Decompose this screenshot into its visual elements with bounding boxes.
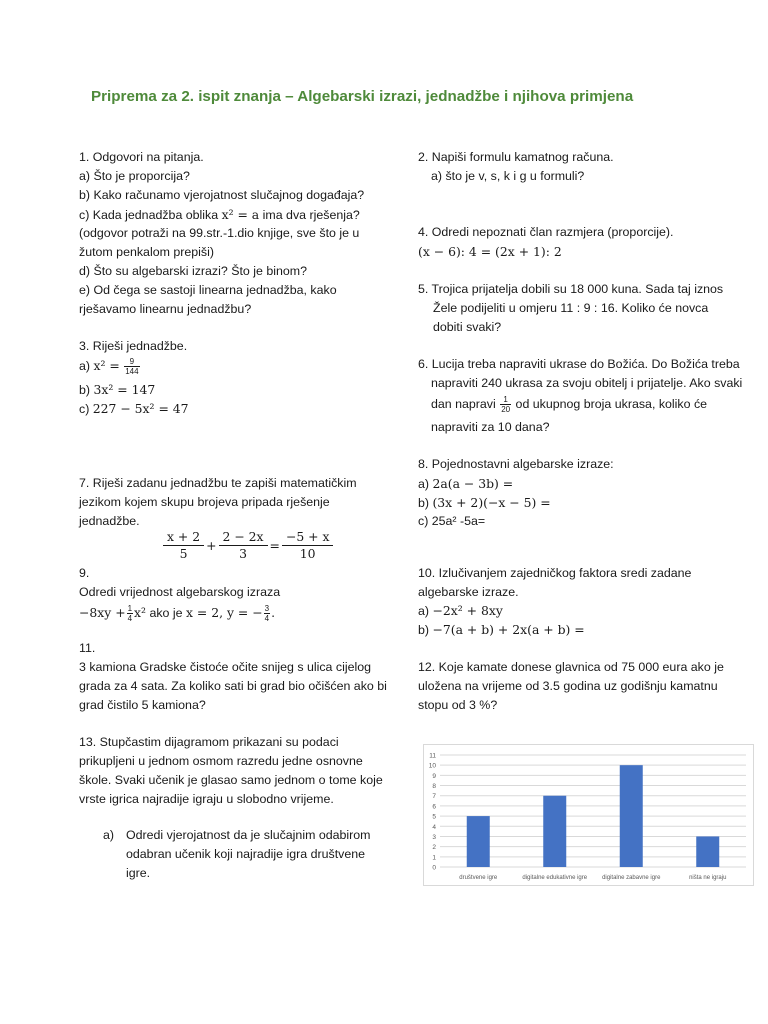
q2-line1: 2. Napiši formulu kamatnog računa. <box>418 150 614 164</box>
q11-line1: 3 kamiona Gradske čistoće očite snijeg s ulica cijelog <box>79 660 372 674</box>
q9-expression: −8xy + $\frac{1}{4}$ x² ako je x = 2, y = − $\frac{3}{4}$ . <box>79 604 276 624</box>
y-tick-label: 3 <box>432 833 436 841</box>
x-tick-label: društvene igre <box>459 875 498 881</box>
q9-line1: Odredi vrijednost algebarskog izraza <box>79 585 281 599</box>
q12-line1: 12. Koje kamate donese glavnica od 75 000 eura ako je <box>418 660 724 674</box>
q1-note-line2: žutom penkalom prepiši) <box>79 245 214 259</box>
q9-fraction-2: $\frac{3}{4}$ <box>264 604 270 624</box>
q1-item-e-line1: e) Od čega se sastoji linearna jednadžba, kako <box>79 283 337 297</box>
q9-fraction: $\frac{1}{4}$ <box>127 604 133 624</box>
bar <box>543 796 566 867</box>
q7-fraction-1: $\frac{x + 2}{5}$ <box>163 529 204 562</box>
y-tick-label: 0 <box>432 864 436 872</box>
y-tick-label: 2 <box>432 844 436 852</box>
bar <box>620 765 643 867</box>
q5-line3: dobiti svaki? <box>433 320 502 334</box>
q3-fraction: $\frac{9}{144}$ <box>125 357 139 377</box>
q11-number: 11. <box>79 641 96 655</box>
q11-line3: grad čistilo 5 kamiona? <box>79 698 206 712</box>
q13-line1: 13. Stupčastim dijagramom prikazani su podaci <box>79 735 339 749</box>
q3-item-b: b) 3x² = 147 <box>79 382 156 397</box>
q6-line2: napraviti 240 ukrasa za svoju obitelj i prijatelje. Ako svaki <box>431 376 743 390</box>
x-tick-label: ništa ne igraju <box>689 875 727 881</box>
q13-line2: prikupljeni u jednom osmom razredu jedne osnovne <box>79 754 363 768</box>
y-tick-label: 4 <box>432 823 436 831</box>
y-tick-label: 5 <box>432 813 436 821</box>
q1-item-b: b) Kako računamo vjerojatnost slučajnog događaja? <box>79 188 365 202</box>
q2-line2: a) što je v, s, k i g u formuli? <box>431 169 585 183</box>
q10-item-a: a) −2x² + 8xy <box>418 603 503 618</box>
q8-item-c: c) 25a² -5a= <box>418 514 486 528</box>
q13-line3: škole. Svaki učenik je glasao samo jednom o tome koje <box>79 773 383 787</box>
q1-item-a: a) Što je proporcija? <box>79 169 190 183</box>
q6-line4: napraviti za 10 dana? <box>431 420 550 434</box>
q7-line2: jezikom kojem skupu brojeva pripada rješenje <box>79 495 330 509</box>
q10-item-b: b) −7(a + b) + 2x(a + b) = <box>418 622 585 637</box>
q7-line1: 7. Riješi zadanu jednadžbu te zapiši matematičkim <box>79 476 357 490</box>
x-tick-label: digitalne zabavne igre <box>602 875 661 881</box>
q3-heading: 3. Riješi jednadžbe. <box>79 339 188 353</box>
q6-line3: dan napravi $\frac{1}{20}$ od ukupnog broja ukrasa, koliko će <box>431 395 708 415</box>
q1-note-line1: (odgovor potraži na 99.str.-1.dio knjige, sve što je u <box>79 226 360 240</box>
q3-item-c: c) 227 − 5x² = 47 <box>79 401 189 416</box>
y-tick-label: 9 <box>432 772 436 780</box>
q1-item-d: d) Što su algebarski izrazi? Što je binom? <box>79 264 307 278</box>
q13-subitem-a-line1: Odredi vjerojatnost da je slučajnim odabirom <box>126 828 371 842</box>
q5-line1: 5. Trojica prijatelja dobili su 18 000 kuna. Sada taj iznos <box>418 282 724 296</box>
y-tick-label: 7 <box>432 793 436 801</box>
q4-line1: 4. Odredi nepoznati član razmjera (proporcije). <box>418 225 674 239</box>
q6-line1: 6. Lucija treba napraviti ukrase do Božića. Do Božića treba <box>418 357 740 371</box>
q8-item-b: b) (3x + 2)(−x − 5) = <box>418 495 551 510</box>
q12-line2: uložena na vrijeme od 3.5 godina uz godišnju kamatnu <box>418 679 718 693</box>
q7-fraction-3: $\frac{-5 + x}{10}$ <box>282 529 334 562</box>
q7-fraction-2: $\frac{2 - 2x}{3}$ <box>219 529 268 562</box>
q1-item-e-line2: rješavamo linearnu jednadžbu? <box>79 302 252 316</box>
q3-item-a: a) x² = $\frac{9}{144}$ <box>79 357 139 377</box>
q1-equation: x² = a <box>221 207 260 222</box>
q10-line1: 10. Izlučivanjem zajedničkog faktora sredi zadane <box>418 566 692 580</box>
y-tick-label: 1 <box>432 854 436 862</box>
bar <box>467 816 490 867</box>
q4-proportion: (x − 6): 4 = (2x + 1): 2 <box>418 244 562 259</box>
q9-number: 9. <box>79 566 90 580</box>
q7-equation: $\frac{x + 2}{5}$ + $\frac{2 - 2x}{3}$ = $\frac{-5 + x}{10}$ <box>163 529 333 562</box>
q1-item-c: c) Kada jednadžba oblika x² = a ima dva rješenja? <box>79 207 360 222</box>
y-tick-label: 11 <box>429 752 436 760</box>
q5-line2: Žele podijeliti u omjeru 11 : 9 : 16. Koliko će novca <box>433 301 709 315</box>
y-tick-label: 6 <box>432 803 436 811</box>
q13-subitem-a-label: a) <box>103 828 115 842</box>
y-tick-label: 8 <box>432 783 436 791</box>
q10-line2: algebarske izraze. <box>418 585 519 599</box>
q6-fraction: $\frac{1}{20}$ <box>501 395 511 415</box>
bar-chart-svg <box>424 745 753 885</box>
q7-line3: jednadžbe. <box>79 514 140 528</box>
y-tick-label: 10 <box>428 762 436 770</box>
q1-heading: 1. Odgovori na pitanja. <box>79 150 204 164</box>
x-tick-label: digitalne edukativne igre <box>522 875 588 881</box>
q12-line3: stopu od 3 %? <box>418 698 498 712</box>
bar-chart <box>423 744 754 886</box>
q11-line2: grada za 4 sata. Za koliko sati bi grad bio očišćen ako bi <box>79 679 387 693</box>
q13-subitem-a-line2: odabran učenik koji najradije igra društvene <box>126 847 366 861</box>
q8-heading: 8. Pojednostavni algebarske izraze: <box>418 457 614 471</box>
bar <box>696 836 719 867</box>
document-title: Priprema za 2. ispit znanja – Algebarski izrazi, jednadžbe i njihova primjena <box>91 88 634 105</box>
q8-item-a: a) 2a(a − 3b) = <box>418 476 514 491</box>
q13-subitem-a-line3: igre. <box>126 866 151 880</box>
q13-line4: vrste igrica najradije igraju u slobodno vrijeme. <box>79 792 334 806</box>
